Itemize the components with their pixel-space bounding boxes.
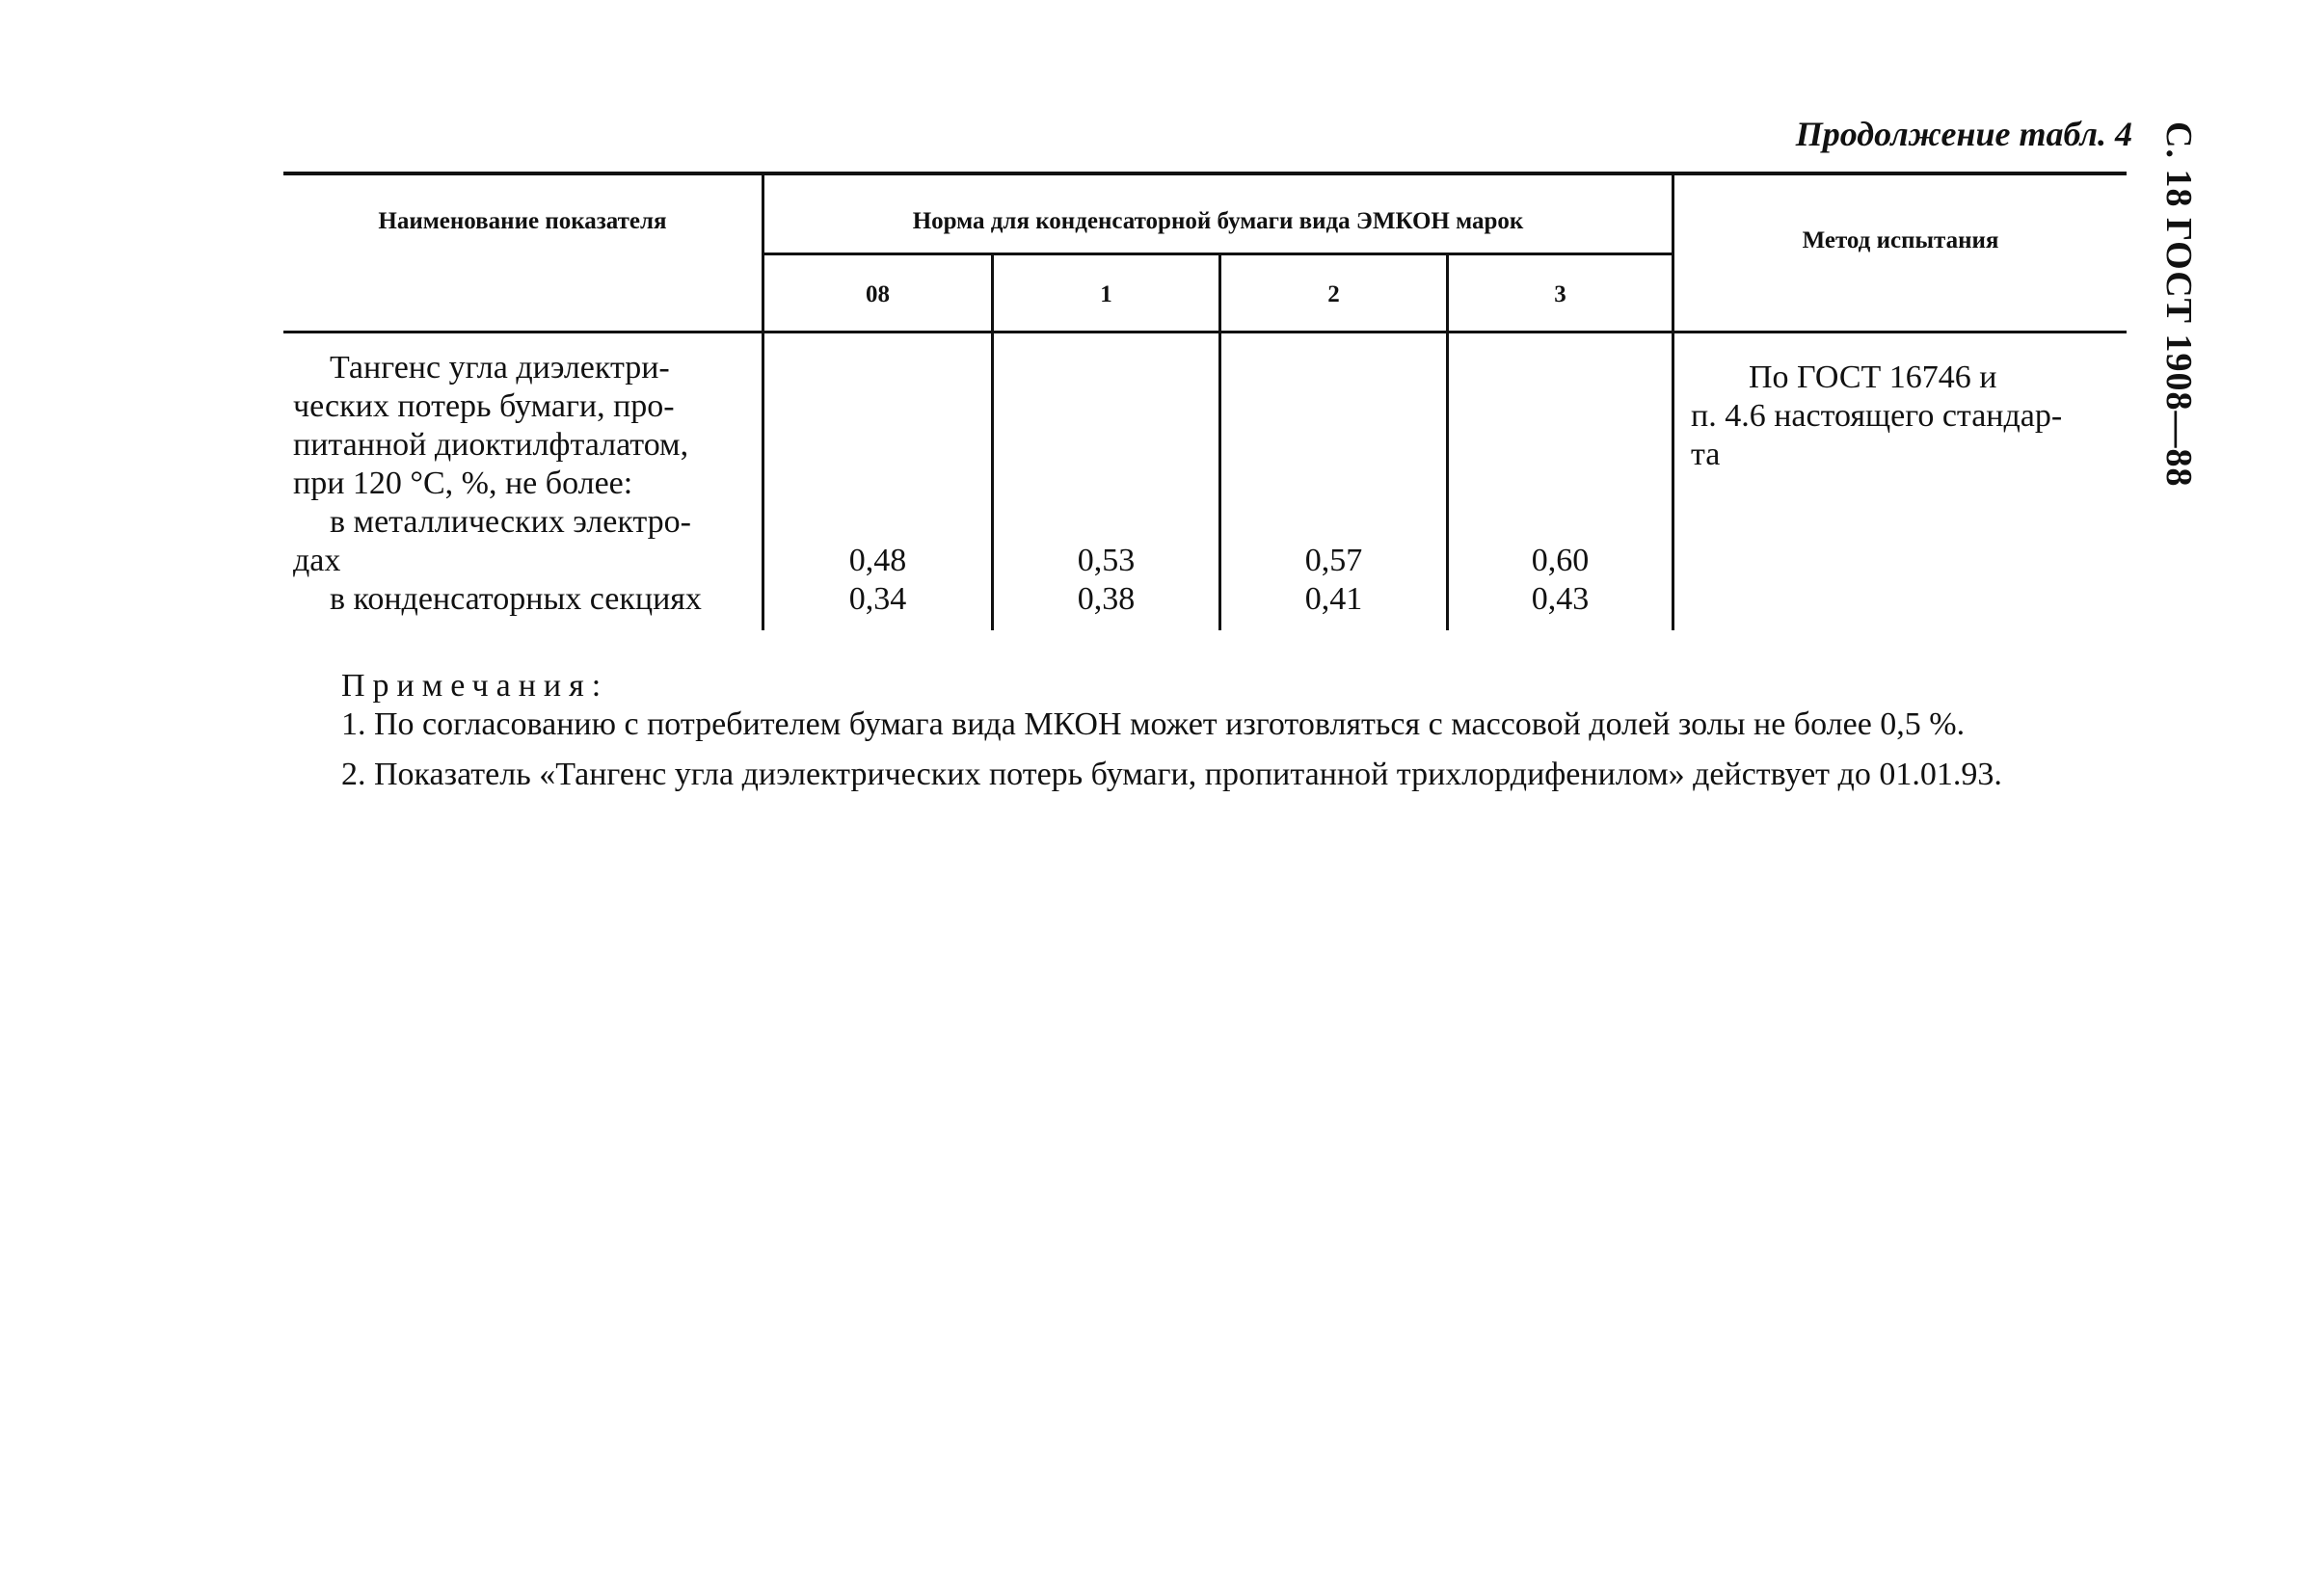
value-capacitor-grade-1: 0,38 (1077, 581, 1136, 617)
indicator-subline-metal-electrodes-end: дах (293, 543, 341, 578)
value-metal-grade-08: 0,48 (848, 543, 907, 578)
value-metal-grade-3: 0,60 (1531, 543, 1590, 578)
note-item: 2. Показатель «Тангенс угла диэлектрических потерь бумаги, пропитанной трихлордифенилом» действует до 01.01.93. (341, 757, 2002, 792)
notes-section (283, 667, 2127, 794)
indicator-line: ческих потерь бумаги, про- (293, 388, 675, 424)
notes-title: Примечания: (341, 668, 609, 704)
method-line: По ГОСТ 16746 и (1749, 359, 1997, 395)
header-grade-2: 2 (1327, 281, 1340, 307)
header-grade-08: 08 (866, 281, 890, 307)
header-method-column: Метод испытания (1802, 227, 1999, 253)
indicator-line: питанной диоктилфталатом, (293, 427, 689, 463)
indicator-line: при 120 °С, %, не более: (293, 466, 633, 501)
table-caption: Продолжение табл. 4 (1795, 115, 2132, 153)
method-line: та (1691, 437, 1721, 472)
value-capacitor-grade-2: 0,41 (1304, 581, 1363, 617)
header-grade-3: 3 (1554, 281, 1566, 307)
norms-table (283, 172, 2127, 630)
header-grade-1: 1 (1100, 281, 1112, 307)
indicator-subline-metal-electrodes: в металлических электро- (330, 504, 691, 540)
table-top-rule (283, 172, 2127, 175)
header-name-column: Наименование показателя (378, 208, 667, 234)
method-line: п. 4.6 настоящего стандар- (1691, 398, 2063, 434)
page-running-header: С. 18 ГОСТ 1908—88 (2158, 121, 2199, 488)
note-item: 1. По согласованию с потребителем бумага вида МКОН может изготовляться с массовой долей золы не более 0,5 %. (341, 706, 1966, 742)
indicator-line: Тангенс угла диэлектри- (330, 350, 670, 386)
header-bottom-rule (283, 331, 2127, 333)
value-capacitor-grade-3: 0,43 (1531, 581, 1590, 617)
header-norm-group: Норма для конденсаторной бумаги вида ЭМКОН марок (912, 208, 1524, 234)
value-capacitor-grade-08: 0,34 (848, 581, 907, 617)
value-metal-grade-2: 0,57 (1304, 543, 1363, 578)
value-metal-grade-1: 0,53 (1077, 543, 1136, 578)
indicator-subline-capacitor-sections: в конденсаторных секциях (330, 581, 702, 617)
